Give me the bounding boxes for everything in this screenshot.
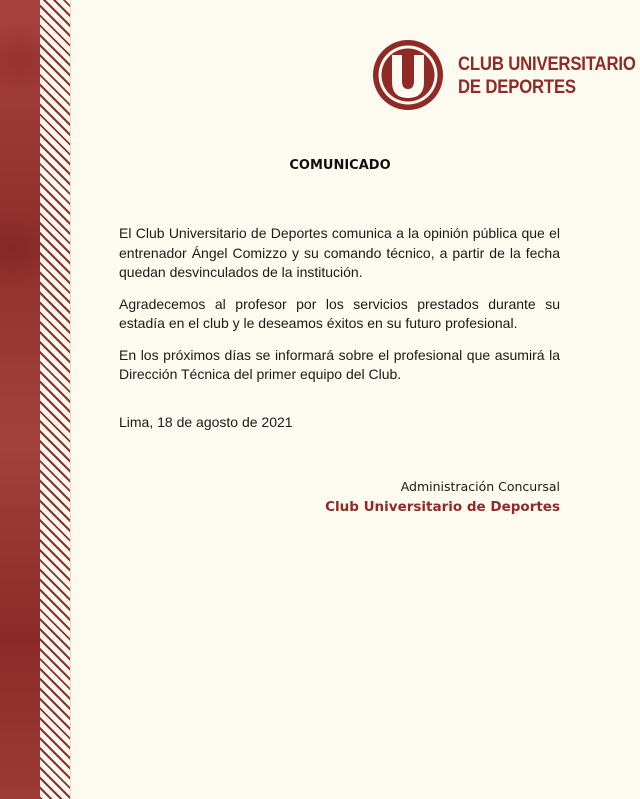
paragraph-3: En los próximos días se informará sobre el profesional que asumirá la Dirección Técnica del primer equipo del Club.	[119, 346, 560, 382]
signature-role: Administración Concursal	[400, 479, 560, 494]
logo-wordmark	[458, 53, 636, 99]
signature-block	[325, 478, 560, 518]
u-crest-icon	[371, 38, 445, 112]
paragraph-1: El Club Universitario de Deportes comunica a la opinión pública que el entrenador Ángel Comizzo y su comando técnico, a partir de la fecha quedan desvinculados de la institución.	[119, 225, 560, 280]
logo-line-1: CLUB UNIVERSITARIO	[458, 54, 636, 75]
logo-line-2: DE DEPORTES	[458, 77, 576, 98]
decorative-stripes	[40, 0, 71, 799]
document-body	[119, 224, 560, 397]
paragraph-2: Agradecemos al profesor por los servicios prestados durante su estadía en el club y le deseamos éxitos en su futuro profesional.	[119, 295, 560, 331]
date-line: Lima, 18 de agosto de 2021	[119, 414, 293, 430]
decorative-stripes-edge	[70, 0, 71, 799]
document-title: COMUNICADO	[289, 158, 391, 173]
decorative-side-band	[0, 0, 40, 799]
club-logo	[371, 38, 640, 112]
signature-organization: Club Universitario de Deportes	[325, 499, 560, 515]
